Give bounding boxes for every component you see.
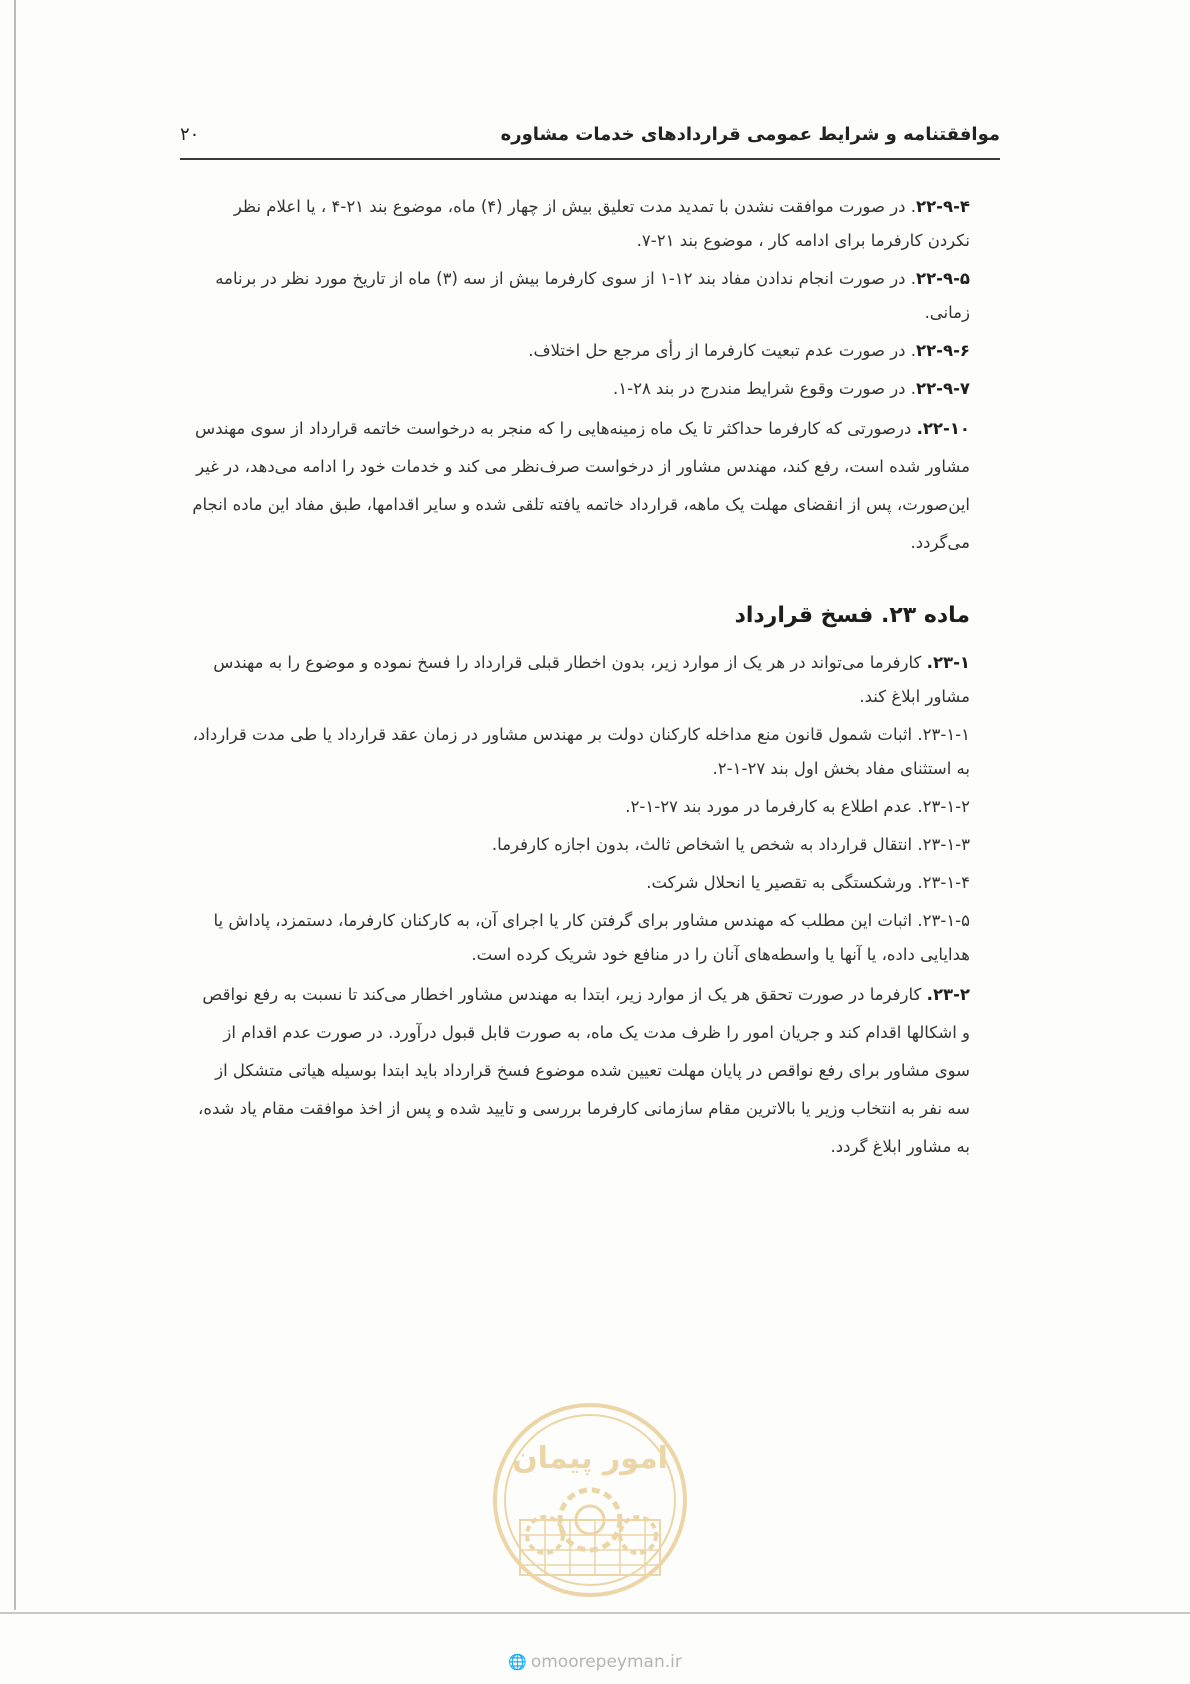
clause-text: . در صورت انجام ندادن مفاد بند ۱۲-۱ از سوی کارفرما بیش از سه (۳) ماه از تاریخ مورد نظر در برنامه زمانی.: [215, 269, 970, 322]
clause-23-1-1: [190, 718, 970, 786]
clause-number: ۲۳-۱-۵.: [917, 911, 970, 930]
header-title: موافقتنامه و شرایط عمومی قراردادهای خدمات مشاوره: [500, 124, 1000, 145]
clause-text: اثبات شمول قانون منع مداخله کارکنان دولت بر مهندس مشاور در زمان عقد قرارداد یا طی مدت قرارداد، به استثنای مفاد بخش اول بند ۲۷-۱-۲.: [192, 725, 970, 778]
clause-23-1: [190, 646, 970, 714]
clause-text: . در صورت عدم تبعیت کارفرما از رأی مرجع حل اختلاف.: [528, 341, 917, 360]
clause-text: . در صورت موافقت نشدن با تمدید مدت تعلیق بیش از چهار (۴) ماه، موضوع بند ۲۱-۴ ، یا اعلام نظر نکردن کارفرما برای ادامه کار ، موضوع بند ۲۱-۷.: [233, 197, 970, 250]
page-header: [180, 118, 1000, 158]
clause-text: عدم اطلاع به کارفرما در مورد بند ۲۷-۱-۲.: [625, 797, 918, 816]
seal-text: امور پیمان: [512, 1441, 668, 1476]
clause-number: ۲۳-۱.: [926, 653, 970, 672]
clause-number: ۲۲-۹-۷: [916, 379, 970, 398]
page-left-edge: [14, 0, 16, 1610]
clause-23-1-4: [190, 866, 970, 900]
bottom-rule: [0, 1612, 1190, 1614]
clause-text: . در صورت وقوع شرایط مندرج در بند ۲۸-۱.: [612, 379, 917, 398]
clause-22-10: [190, 410, 970, 562]
globe-icon: 🌐: [508, 1653, 527, 1671]
clause-number: ۲۳-۱-۱.: [917, 725, 970, 744]
watermark-url: omoorepeyman.ir: [530, 1652, 682, 1672]
clause-number: ۲۲-۹-۶: [916, 341, 970, 360]
header-rule: [180, 158, 1000, 160]
clause-text: درصورتی که کارفرما حداکثر تا یک ماه زمینه‌هایی را که منجر به درخواست خاتمه قرارداد از سوی مهندس مشاور شده است، رفع کند، مهندس مشاور از درخواست صرف‌نظر می کند و خدمات خود را ادامه می‌دهد، در غیر این‌صورت، پس از انقضای مهلت یک ماهه، قرارداد خاتمه یافته تلقی شده و سایر اقدامها، طبق مفاد این ماده انجام می‌گردد.: [192, 419, 970, 552]
clause-number: ۲۳-۱-۲.: [917, 797, 970, 816]
clause-23-2: [190, 976, 970, 1166]
clause-23-1-5: [190, 904, 970, 972]
clause-number: ۲۲-۹-۵: [916, 269, 970, 288]
clause-number: ۲۳-۲.: [926, 985, 970, 1004]
page-number: ۲۰: [180, 124, 200, 145]
clause-text: کارفرما می‌تواند در هر یک از موارد زیر، بدون اخطار قبلی قرارداد را فسخ نموده و موضوع را به مهندس مشاور ابلاغ کند.: [213, 653, 970, 706]
watermark: [460, 1652, 730, 1672]
document-body: [190, 190, 970, 1174]
clause-number: ۲۳-۱-۳.: [917, 835, 970, 854]
article-23-heading: ماده ۲۳. فسخ قرارداد: [734, 603, 970, 628]
clause-text: ورشکستگی به تقصیر یا انحلال شرکت.: [646, 873, 918, 892]
seal-logo: [490, 1400, 690, 1600]
clause-number: ۲۲-۱۰.: [916, 419, 970, 438]
clause-23-1-2: [190, 790, 970, 824]
clause-text: انتقال قرارداد به شخص یا اشخاص ثالث، بدون اجازه کارفرما.: [491, 835, 918, 854]
clause-22-9-6: [190, 334, 970, 368]
clause-text: اثبات این مطلب که مهندس مشاور برای گرفتن کار یا اجرای آن، به کارکنان کارفرما، دستمزد، پاداش یا هدایایی داده، یا آنها یا واسطه‌های آنان را در منافع خود شریک کرده است.: [213, 911, 970, 964]
clause-text: کارفرما در صورت تحقق هر یک از موارد زیر، ابتدا به مهندس مشاور اخطار می‌کند تا نسبت به رفع نواقص و اشکالها اقدام کند و جریان امور را ظرف مدت یک ماه، به صورت قابل قبول درآورد. در صورت عدم اقدام از سوی مشاور برای رفع نواقص در پایان مهلت تعیین شده موضوع فسخ قرارداد باید ابتدا بوسیله هیاتی متشکل از سه نفر به انتخاب وزیر یا بالاترین مقام سازمانی کارفرما بررسی و تایید شده و پس از اخذ موافقت مقام یاد شده، به مشاور ابلاغ گردد.: [198, 985, 970, 1156]
clause-22-9-5: [190, 262, 970, 330]
clause-22-9-7: [190, 372, 970, 406]
clause-23-1-3: [190, 828, 970, 862]
clause-22-9-4: [190, 190, 970, 258]
clause-number: ۲۳-۱-۴.: [917, 873, 970, 892]
clause-number: ۲۲-۹-۴: [916, 197, 970, 216]
